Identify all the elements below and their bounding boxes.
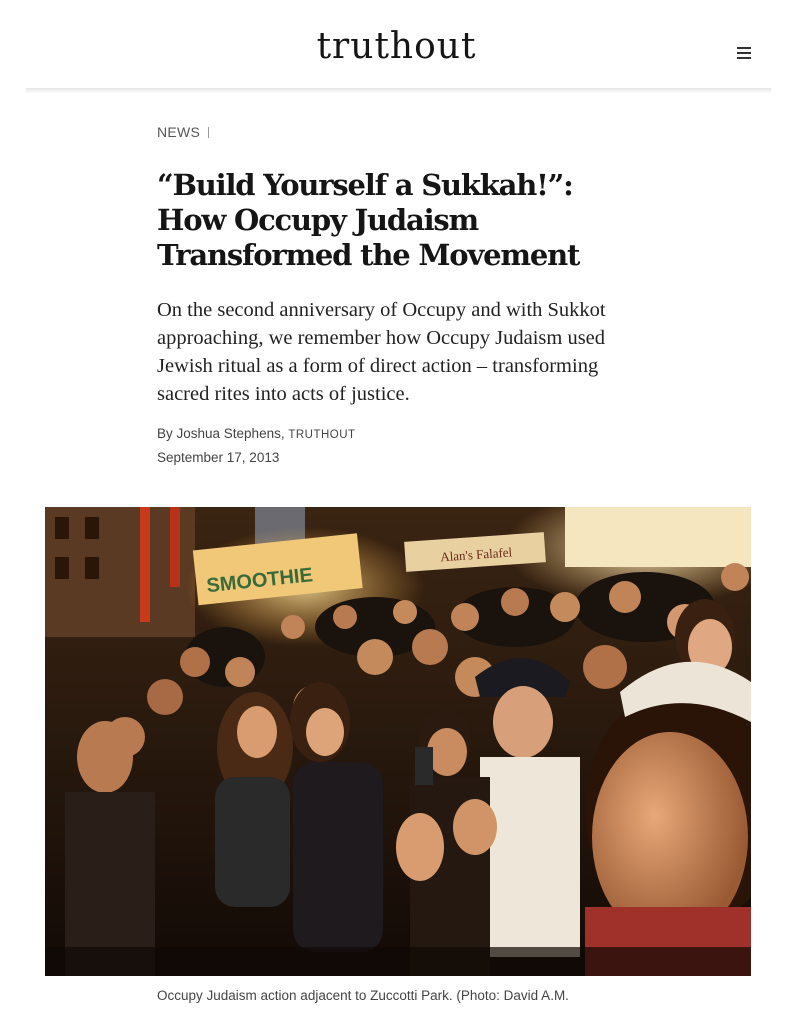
- site-logo[interactable]: truthout: [316, 26, 477, 67]
- hamburger-menu-icon[interactable]: [737, 47, 751, 59]
- article-date: September 17, 2013: [157, 450, 280, 465]
- photo-caption: Occupy Judaism action adjacent to Zuccotti Park. (Photo: David A.M.: [157, 988, 569, 1003]
- category-divider: [208, 127, 209, 138]
- byline-author[interactable]: By Joshua Stephens,: [157, 426, 289, 441]
- article-photo: [45, 507, 751, 976]
- category-link[interactable]: NEWS: [157, 124, 201, 140]
- stand-sign: Alan's Falafel: [439, 544, 513, 565]
- byline-organization: TRUTHOUT: [288, 429, 356, 441]
- smoothie-sign: SMOOTHIE: [205, 564, 314, 598]
- article-byline: [157, 426, 356, 441]
- site-header: [0, 0, 793, 88]
- article-headline: “Build Yourself a Sukkah!”: How Occupy Judaism Transformed the Movement: [157, 168, 580, 272]
- article-dek: On the second anniversary of Occupy and with Sukkot approaching, we remember how Occupy Judaism used Jewish ritual as a form of direct action – transforming sacred rites into acts of justice.: [157, 299, 606, 405]
- header-shadow: [26, 88, 771, 94]
- article-category: [157, 124, 209, 140]
